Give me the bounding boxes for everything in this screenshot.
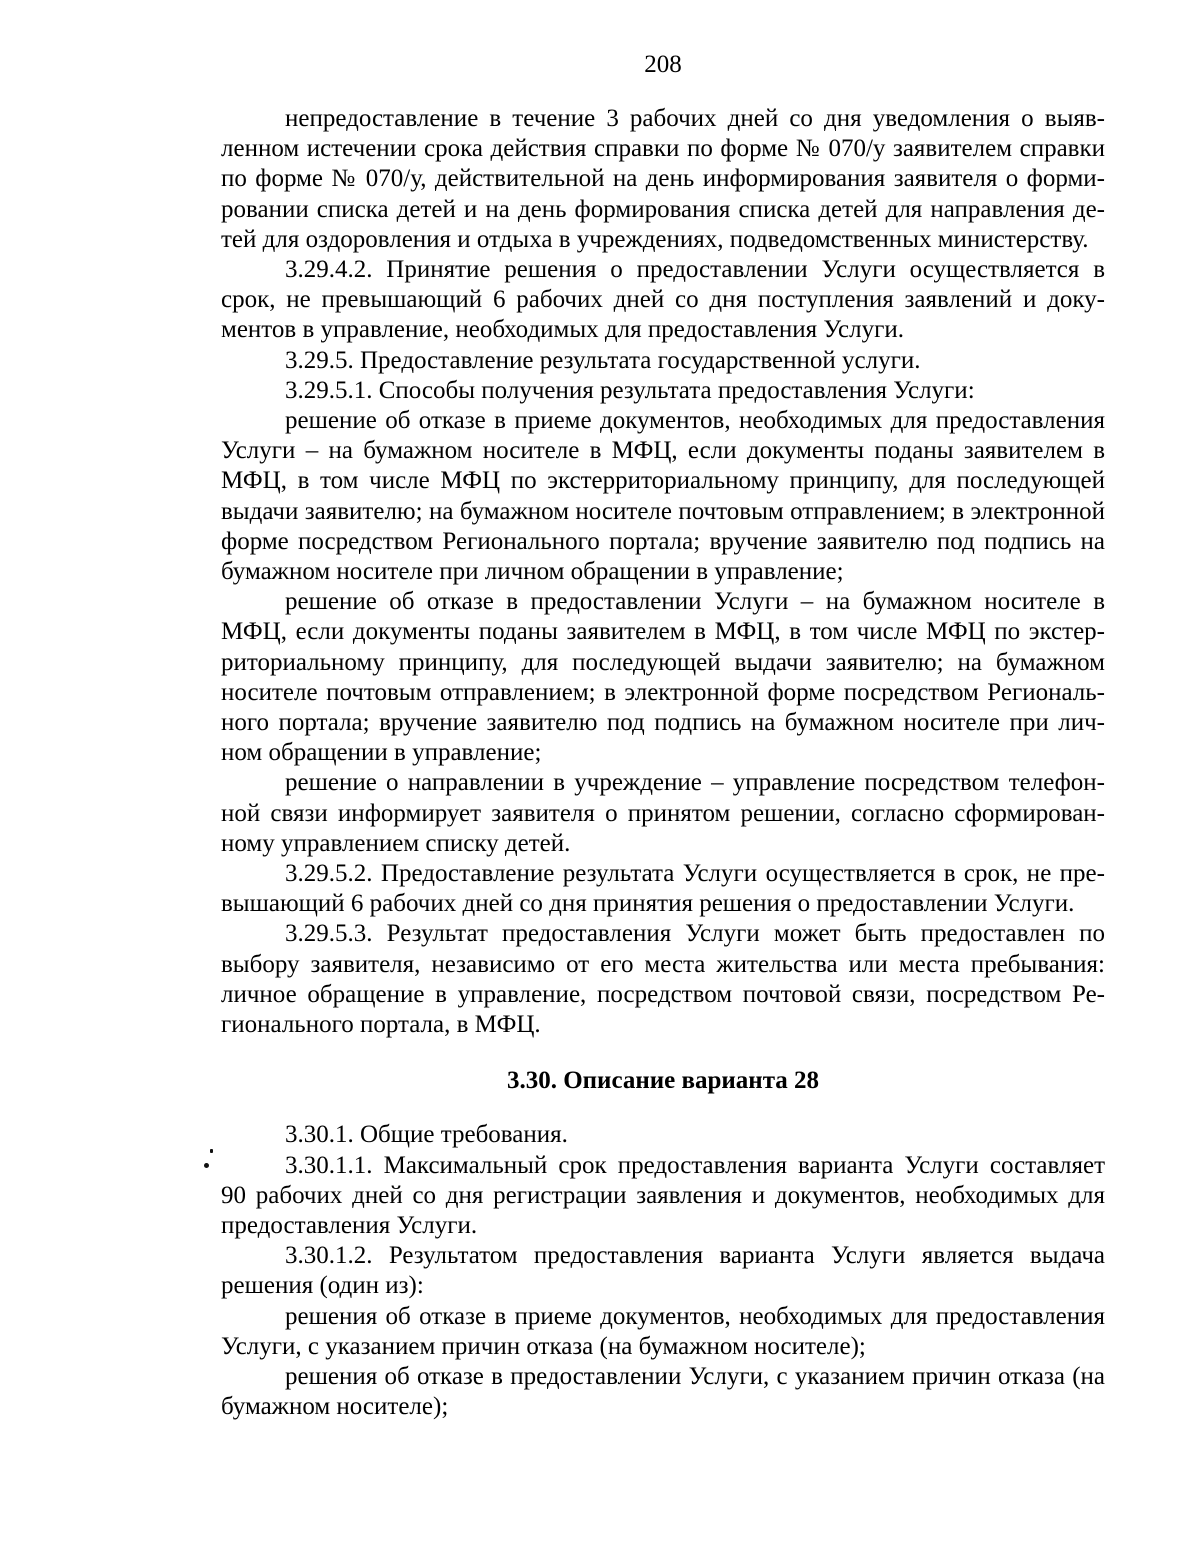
paragraph-9: 3.29.5.3. Результат предоставления Услуги может быть предоставлен по выбору заявителя, независимо от его места жительства или места пребывания: личное обращение в управление, посредством почтовой связи, посредством Регионального портала, в МФЦ.: [221, 920, 1105, 1039]
document-body: [221, 104, 1105, 1422]
paragraph-14: решения об отказе в предоставлении Услуги, с указанием причин отказа (на бумажном носителе);: [221, 1362, 1105, 1421]
paragraph-12: 3.30.1.2. Результатом предоставления варианта Услуги является выдача решения (один из):: [221, 1242, 1105, 1300]
paragraph-8: 3.29.5.2. Предоставление результата Услуги осуществляется в срок, не превышающий 6 рабочих дней со дня принятия решения о предоставлении Услуги.: [221, 860, 1105, 918]
paragraph-3: 3.29.5. Предоставление результата государственной услуги.: [285, 346, 921, 374]
page-number: 208: [644, 51, 682, 78]
paragraph-1: непредоставление в течение 3 рабочих дней со дня уведомления о выявленном истечении срока действия справки по форме № 070/у заявителем справки по форме № 070/у, действительной на день информирования заявителя о формировании списка детей и на день формирования списка детей для направления детей для оздоровления и отдыха в учреждениях, подведомственных министерству.: [221, 105, 1105, 253]
paragraph-7: решение о направлении в учреждение – управление посредством телефонной связи информирует заявителя о принятом решении, согласно сформированному управлением списку детей.: [221, 769, 1105, 857]
paragraph-2: 3.29.4.2. Принятие решения о предоставлении Услуги осуществляется в срок, не превышающий 6 рабочих дней со дня поступления заявлений и документов в управление, необходимых для предоставления Услуги.: [221, 256, 1105, 344]
paragraph-11: 3.30.1.1. Максимальный срок предоставления варианта Услуги составляет 90 рабочих дней со дня регистрации заявления и документов, необходимых для предоставления Услуги.: [221, 1151, 1105, 1239]
paragraph-5: решение об отказе в приеме документов, необходимых для предоставления Услуги – на бумажном носителе в МФЦ, если документы поданы заявителем в МФЦ, в том числе МФЦ по экстерриториальному принципу, для последующей выдачи заявителю; на бумажном носителе почтовым отправлением; в электронной форме посредством Регионального портала; вручение заявителю под подпись на бумажном носителе при личном обращении в управление;: [221, 407, 1105, 586]
paragraph-4: 3.29.5.1. Способы получения результата предоставления Услуги:: [285, 376, 975, 404]
scan-speck-mark: [201, 1149, 215, 1173]
paragraph-10: 3.30.1. Общие требования.: [285, 1121, 568, 1149]
section-heading: 3.30. Описание варианта 28: [506, 1067, 820, 1095]
paragraph-6: решение об отказе в предоставлении Услуги – на бумажном носителе в МФЦ, если документы поданы заявителем в МФЦ, в том числе МФЦ по экстерриториальному принципу, для последующей выдачи заявителю; на бумажном носителе почтовым отправлением; в электронной форме посредством Регионального портала; вручение заявителю под подпись на бумажном носителе при личном обращении в управление;: [221, 588, 1105, 767]
paragraph-13: решения об отказе в приеме документов, необходимых для предоставления Услуги, с указанием причин отказа (на бумажном носителе);: [221, 1302, 1105, 1360]
